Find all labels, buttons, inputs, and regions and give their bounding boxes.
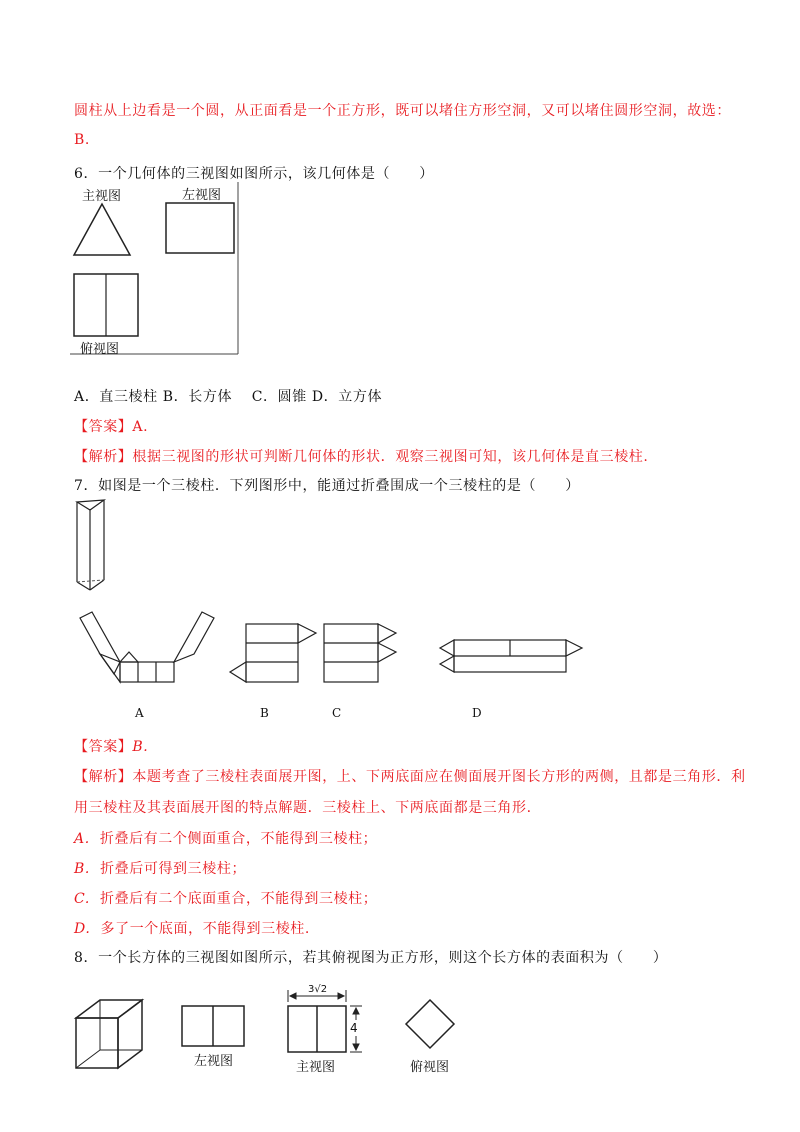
q8-top-view-square bbox=[406, 1000, 454, 1048]
q7-nets-drawing bbox=[70, 604, 590, 694]
q7-option-label-b: B bbox=[260, 706, 269, 720]
prev-answer-line1: 圆柱从上边看是一个圆，从正面看是一个正方形，既可以堵住方形空洞，又可以堵住圆形空洞，故选： bbox=[74, 103, 731, 119]
q8-label-left-view: 左视图 bbox=[194, 1054, 234, 1069]
q7-item-b-text: 折叠后可得到三棱柱； bbox=[100, 861, 247, 877]
q8-dimension-width: 3√2 bbox=[308, 984, 328, 995]
q8-cuboid bbox=[76, 1000, 142, 1068]
q7-analysis-tag: 【解析】 bbox=[74, 769, 133, 785]
q7-item-d-text: 多了一个底面，不能得到三棱柱. bbox=[100, 921, 310, 937]
q7-item-b bbox=[74, 858, 246, 878]
q8-question: 8．一个长方体的三视图如图所示，若其俯视图为正方形，则这个长方体的表面积为（ ） bbox=[74, 950, 668, 966]
q7-analysis-line1 bbox=[74, 766, 746, 786]
q7-answer bbox=[74, 736, 148, 756]
q8-front-view bbox=[288, 1006, 346, 1052]
q7-nets-figure bbox=[70, 604, 590, 694]
q7-net-a bbox=[80, 612, 214, 682]
q6-answer bbox=[74, 416, 148, 436]
q6-label-left-view: 左视图 bbox=[182, 188, 222, 203]
q6-three-view-figure bbox=[70, 182, 242, 358]
q7-item-a-text: 折叠后有二个侧面重合，不能得到三棱柱； bbox=[99, 831, 378, 847]
q8-label-top-view: 俯视图 bbox=[410, 1060, 450, 1075]
q6-answer-value: A. bbox=[132, 419, 149, 435]
q7-answer-tag: 【答案】 bbox=[74, 739, 133, 755]
q7-question: 7．如图是一个三棱柱．下列图形中，能通过折叠围成一个三棱柱的是（ ） bbox=[74, 478, 580, 494]
q6-analysis bbox=[74, 446, 648, 466]
q6-three-view-drawing bbox=[70, 182, 242, 358]
q6-answer-tag: 【答案】 bbox=[74, 419, 133, 435]
q7-net-c bbox=[324, 624, 396, 682]
q7-option-label-c: C bbox=[332, 706, 342, 720]
q6-options: A．直三棱柱 B．长方体 C．圆锥 D．立方体 bbox=[74, 389, 383, 405]
q7-item-a-letter: A. bbox=[74, 831, 90, 847]
q6-question: 6．一个几何体的三视图如图所示，该几何体是（ ） bbox=[74, 166, 434, 182]
q7-net-b bbox=[230, 624, 316, 682]
q6-left-view-rectangle bbox=[166, 203, 234, 253]
q7-item-b-letter: B. bbox=[74, 861, 90, 877]
q7-prism-drawing bbox=[70, 496, 150, 596]
q7-analysis-text1: 本题考查了三棱柱表面展开图，上、下两底面应在侧面展开图长方形的两侧，且都是三角形．利 bbox=[132, 769, 746, 785]
prev-answer-line2: B. bbox=[74, 132, 90, 148]
q6-analysis-tag: 【解析】 bbox=[74, 449, 133, 465]
q8-left-view bbox=[182, 1006, 244, 1046]
q8-label-front-view: 主视图 bbox=[296, 1060, 336, 1075]
q6-label-top-view: 俯视图 bbox=[80, 342, 120, 357]
q7-analysis-line2: 用三棱柱及其表面展开图的特点解题．三棱柱上、下两底面都是三角形. bbox=[74, 800, 532, 816]
q8-three-view-figure bbox=[70, 980, 490, 1080]
q7-item-c bbox=[74, 888, 377, 908]
q7-net-d bbox=[440, 640, 582, 672]
q7-option-label-a: A bbox=[135, 706, 144, 720]
q7-option-label-d: D bbox=[472, 706, 482, 720]
q7-item-a bbox=[74, 828, 377, 848]
q7-item-d bbox=[74, 918, 310, 938]
q6-label-front-view: 主视图 bbox=[82, 189, 122, 204]
q7-item-c-letter: C. bbox=[74, 891, 90, 907]
q8-dimension-height: 4 bbox=[350, 1021, 358, 1035]
q7-answer-value: B. bbox=[132, 739, 149, 755]
q7-item-d-letter: D. bbox=[74, 921, 91, 937]
q7-prism-top-triangle bbox=[77, 500, 104, 510]
q6-analysis-text: 根据三视图的形状可判断几何体的形状．观察三视图可知，该几何体是直三棱柱. bbox=[132, 449, 649, 465]
q6-front-view-triangle bbox=[74, 204, 130, 255]
q7-prism-figure bbox=[70, 496, 150, 596]
q7-item-c-text: 折叠后有二个底面重合，不能得到三棱柱； bbox=[99, 891, 378, 907]
